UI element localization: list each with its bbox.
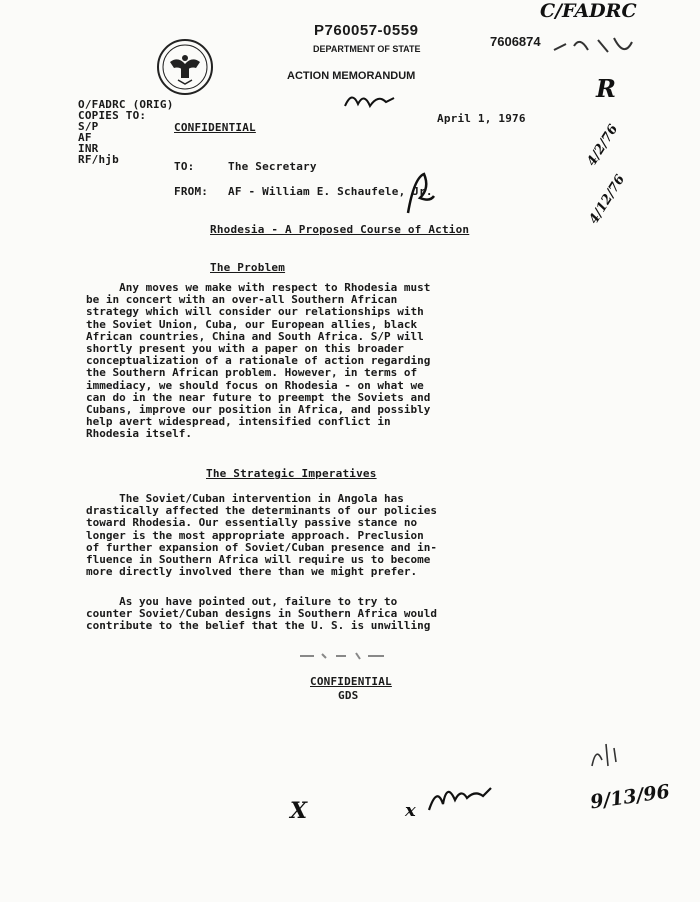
paragraph-line: Cubans, improve our position in Africa, and possibly: [86, 403, 431, 417]
paragraph-line: drastically affected the determinants of our policies: [86, 504, 437, 518]
closing-paragraph: [86, 596, 586, 633]
copy-recipient: AF: [78, 131, 92, 144]
paragraph-line: longer is the most appropriate approach. Preclusion: [86, 528, 424, 542]
paragraph-line: Any moves we make with respect to Rhodesia must: [86, 281, 431, 294]
paragraph-line: help avert widespread, intensified conflict in: [86, 415, 391, 429]
memo-date: April 1, 1976: [437, 112, 526, 125]
handwritten-x-mark: X: [290, 798, 308, 824]
paragraph-line: As you have pointed out, failure to try to: [86, 595, 398, 608]
faded-stamp: [296, 648, 392, 664]
handwritten-initials-scribble: [340, 86, 400, 116]
paragraph-line: toward Rhodesia. Our essentially passive stance no: [86, 516, 418, 530]
paragraph-line: immediacy, we should focus on Rhodesia - on what we: [86, 378, 424, 392]
handwritten-r-mark: R: [596, 74, 616, 103]
from-label: FROM:: [174, 185, 209, 198]
to-label: TO:: [174, 160, 195, 173]
problem-paragraph: [86, 282, 586, 441]
copy-recipient: S/P: [78, 120, 99, 133]
handwritten-signature-bottom: [425, 776, 495, 816]
declassification-code: GDS: [338, 689, 359, 702]
paragraph-line: shortly present you with a paper on this broader: [86, 342, 404, 356]
handwritten-x-mark-2: x: [405, 800, 416, 821]
paragraph-line: African countries, China and South Africa. S/P will: [86, 329, 424, 343]
handwritten-date-bottom: 9/13/96: [588, 780, 672, 814]
handwritten-initials-date-2: 4/12/76: [586, 172, 629, 227]
paragraph-line: contribute to the belief that the U. S. is unwilling: [86, 619, 431, 633]
paragraph-line: can do in the near future to preempt the Soviets and: [86, 390, 431, 404]
handwritten-initials-date-1: 4/2/76: [584, 122, 622, 169]
memo-type: ACTION MEMORANDUM: [287, 70, 416, 82]
to-value: The Secretary: [228, 160, 317, 173]
paragraph-line: of further expansion of Soviet/Cuban presence and in-: [86, 540, 437, 554]
distribution-origin: O/FADRC (ORIG): [78, 98, 174, 111]
paragraph-line: fluence in Southern Africa will require us to become: [86, 553, 431, 567]
paragraph-line: more directly involved there than we might prefer.: [86, 565, 418, 579]
paragraph-line: Rhodesia itself.: [86, 427, 192, 441]
distribution-block: [78, 99, 174, 165]
handwritten-scribble-top: [550, 28, 640, 64]
department-seal: [156, 38, 214, 96]
handwritten-office-code: C/FADRC: [540, 0, 637, 22]
paragraph-line: strategy which will consider our relationships with: [86, 305, 424, 319]
paragraph-line: be in concert with an over-all Southern African: [86, 293, 398, 307]
doc-number: P760057-0559: [314, 22, 419, 39]
copy-recipient: RF/hjb: [78, 153, 119, 166]
paragraph-line: The Soviet/Cuban intervention in Angola has: [86, 492, 404, 505]
handwritten-mark-small: [586, 736, 626, 776]
classification-bottom: CONFIDENTIAL: [310, 675, 392, 688]
section-heading-imperatives: The Strategic Imperatives: [206, 467, 377, 480]
memo-subject: Rhodesia - A Proposed Course of Action: [210, 223, 470, 236]
copy-recipient: INR: [78, 142, 99, 155]
imperatives-paragraph: [86, 493, 586, 578]
paragraph-line: the Soviet Union, Cuba, our European allies, black: [86, 317, 418, 331]
paragraph-line: conceptualization of a rationale of action regarding: [86, 354, 431, 368]
stamp-number: 7606874: [490, 34, 541, 49]
from-value: AF - William E. Schaufele, Jr.: [228, 185, 433, 198]
paragraph-line: the Southern African problem. However, in terms of: [86, 366, 418, 380]
section-heading-problem: The Problem: [210, 261, 286, 274]
classification-top: CONFIDENTIAL: [174, 121, 256, 134]
copies-to-label: COPIES TO:: [78, 109, 147, 122]
department-name: DEPARTMENT OF STATE: [313, 44, 421, 54]
paragraph-line: counter Soviet/Cuban designs in Southern Africa would: [86, 607, 437, 621]
